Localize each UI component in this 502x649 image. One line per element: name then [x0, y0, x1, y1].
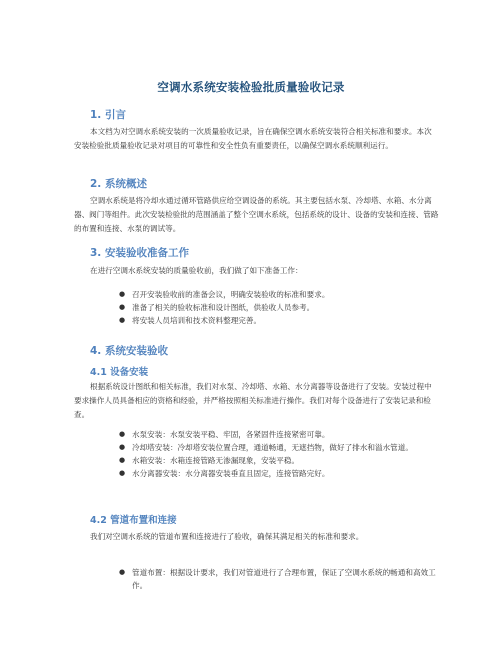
list-item: ● 召开安装验收前的准备会议，明确安装验收的标准和要求。	[119, 290, 330, 299]
section-heading-overview: 2. 系统概述	[90, 178, 147, 190]
subsection-paragraph-piping: 我们对空调水系统的管道布置和连接进行了验收，确保其满足相关的标准和要求。	[90, 532, 364, 541]
bullet-icon: ●	[119, 456, 126, 464]
bullet-icon: ●	[119, 430, 126, 438]
list-item: ● 将安装人员培训和技术资料整理完善。	[119, 316, 262, 325]
bullet-icon: ●	[119, 443, 126, 451]
section-heading-preparation: 3. 安装验收准备工作	[90, 247, 189, 259]
list-item: ● 水分离器安装：水分离器安装垂直且固定，连接管路完好。	[119, 469, 330, 478]
bullet-icon: ●	[119, 316, 126, 324]
section-heading-acceptance: 4. 系统安装验收	[90, 345, 168, 357]
section-paragraph-overview: 空调水系统是将冷却水通过循环管路供应给空调设备的系统。其主要包括水泵、冷却塔、水箱、水分离器、阀门等组件。此次安装检验批的范围涵盖了整个空调水系统，包括系统的设计、设备的安装和连接、管路的布置和连接、水泵的调试等。	[74, 196, 439, 233]
list-item: ● 冷却塔安装：冷却塔安装位置合理，通道畅通，无遮挡物，做好了排水和溢水管道。	[119, 443, 413, 452]
bullet-icon: ●	[119, 568, 126, 576]
piping-bullet-list	[74, 566, 444, 592]
preparation-bullet-list	[74, 288, 444, 327]
bullet-icon: ●	[119, 303, 126, 311]
list-item: ● 管道布置：根据设计要求，我们对管道进行了合理布置，保证了空调水系统的畅通和高效工作。	[119, 568, 436, 590]
section-paragraph-intro: 本文档为对空调水系统安装的一次质量验收记录，旨在确保空调水系统安装符合相关标准和要求。本次安装检验批质量验收记录对项目的可靠性和安全性负有重要责任，以确保空调水系统顺利运行。	[74, 127, 432, 150]
subsection-heading-equipment: 4.1 设备安装	[90, 367, 149, 378]
section-heading-intro: 1. 引言	[90, 109, 126, 121]
document-title: 空调水系统安装检验批质量验收记录	[157, 80, 345, 94]
list-item: ● 准备了相关的验收标准和设计图纸，供验收人员参考。	[119, 303, 315, 312]
equipment-bullet-list	[74, 428, 444, 480]
section-paragraph-preparation: 在进行空调水系统安装的质量验收前，我们做了如下准备工作：	[90, 266, 303, 275]
list-item: ● 水泵安装：水泵安装平稳、牢固，各紧固件连接紧密可靠。	[119, 430, 330, 439]
list-item: ● 水箱安装：水箱连接管路无渗漏现象，安装平稳。	[119, 456, 300, 465]
bullet-icon: ●	[119, 290, 126, 298]
subsection-heading-piping: 4.2 管道布置和连接	[90, 515, 177, 526]
bullet-icon: ●	[119, 469, 126, 477]
subsection-paragraph-equipment: 根据系统设计图纸和相关标准，我们对水泵、冷却塔、水箱、水分离器等设备进行了安装。安装过程中要求操作人员具备相应的资格和经验，并严格按照相关标准进行操作。我们对每个设备进行了安装记录和检查。	[74, 382, 432, 419]
